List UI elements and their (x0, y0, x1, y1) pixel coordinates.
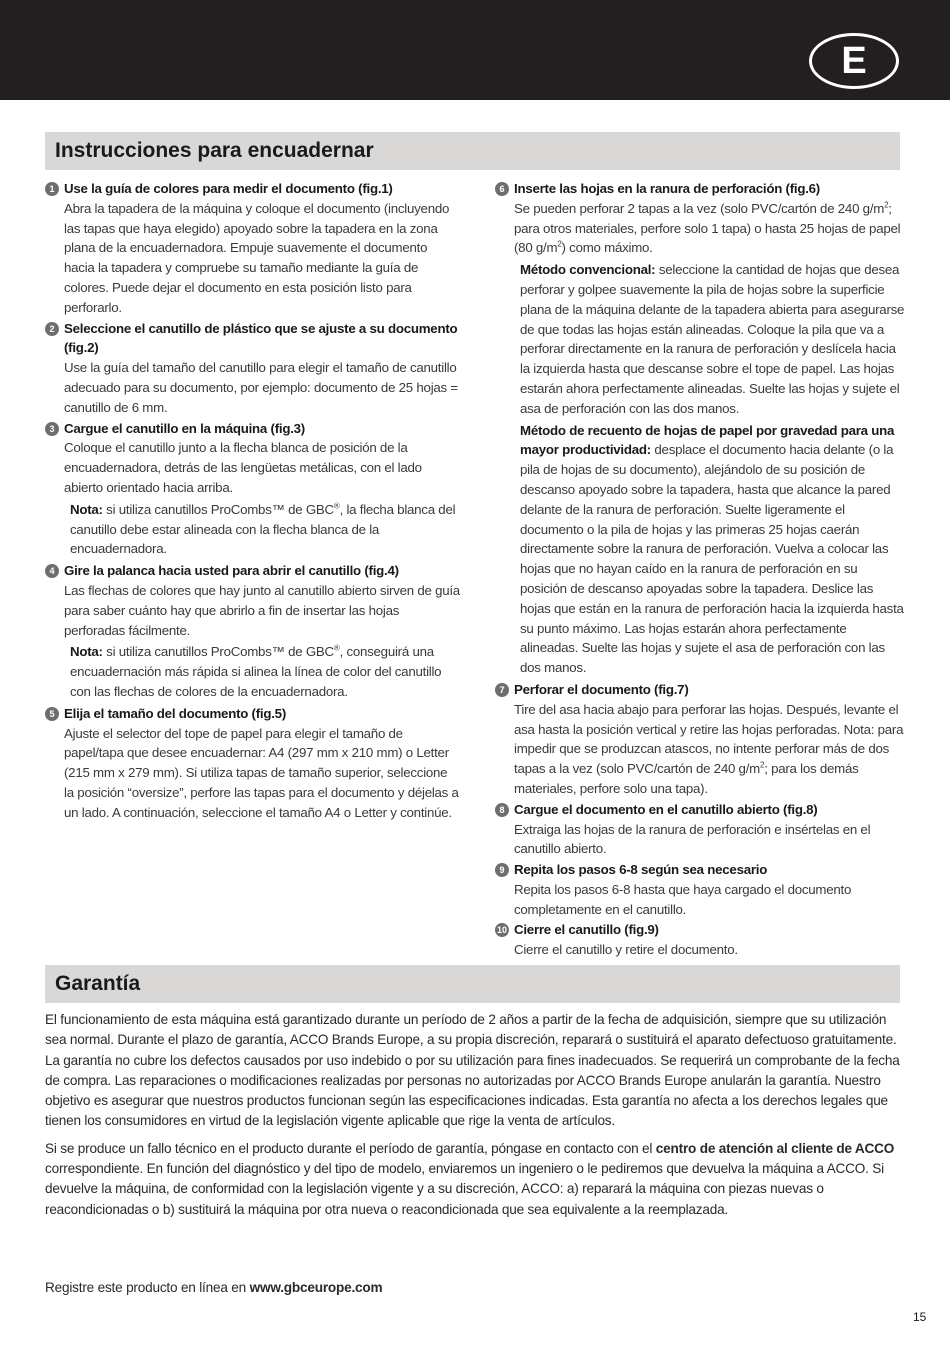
section-title-warranty: Garantía (45, 965, 900, 1003)
step-title: Cierre el canutillo (fig.9) (514, 922, 659, 938)
step-title: Gire la palanca hacia usted para abrir el canutillo (fig.4) (64, 563, 399, 579)
method-text: seleccione la cantidad de hojas que desea perforar y golpee suavemente la pila de hojas sobre la superficie plana de la máquina delante de la tapadera abierta para asegurarse de que todas las hojas están alineadas. Coloque la pila que va a perforar directamente en la ranura de perforación y deslícela hacia la izquierda hasta que descanse sobre el tope de papel. Las hojas estarán ahora perfectamente alineadas. Suelte las hojas y sujete el asa de perforación con las dos manos. (520, 262, 905, 416)
top-banner (0, 0, 950, 100)
step-title: Seleccione el canutillo de plástico que se ajuste a su documento (fig.2) (64, 320, 458, 356)
method-conventional (520, 260, 905, 418)
warranty-text (45, 1010, 905, 1227)
note-label: Nota: (70, 644, 103, 660)
language-badge: E (809, 33, 899, 89)
step-title: Use la guía de colores para medir el documento (fig.1) (64, 181, 393, 196)
step-8 (495, 800, 905, 859)
customer-service-emphasis: centro de atención al cliente de ACCO (655, 1140, 895, 1156)
step-number-badge: 8 (495, 803, 509, 817)
step-2 (45, 319, 460, 418)
body-text: ; para los demás materiales, perfore solo una tapa). (514, 761, 859, 796)
superscript: 2 (759, 760, 765, 770)
paragraph-text: correspondiente. En función del diagnóstico y del tipo de modelo, enviaremos un ingeniero o le pediremos que devuelva la máquina a ACCO. Si devuelve la máquina, de conformidad con la legislación vigente y a su discreción, ACCO: a) reparará la máquina con piezas nuevas o reacondicionadas o b) sustituirá la máquina por otra nueva o reacondicionada que sea equivalente a la reemplazada. (45, 1161, 884, 1217)
step-5 (45, 704, 460, 823)
step-number-badge: 4 (45, 564, 59, 578)
step-body: Cierre el canutillo y retire el documento. (514, 942, 738, 958)
registered-mark: ® (333, 501, 340, 511)
step-3 (45, 419, 460, 560)
note-label: Nota: (70, 501, 103, 517)
step-title: Perforar el documento (fig.7) (514, 681, 689, 697)
section-title-binding-instructions: Instrucciones para encuadernar (45, 132, 900, 170)
step-body: Coloque el canutillo junto a la flecha blanca de posición de la encuadernadora, detrás de las lengüetas metálicas, con el lado abierto orientado hacia arriba. (64, 440, 422, 495)
step-body: Ajuste el selector del tope de papel para elegir el tamaño de papel/tapa que desee encuadernar: A4 (297 mm x 210 mm) o Letter (215 mm x 279 mm). Si utiliza tapas de tamaño superior, seleccione la posición “oversize”, perfore las tapas para el documento y déjelas a un lado. A continuación, seleccione el tamaño A4 o Letter y continúe. (64, 725, 459, 820)
warranty-paragraph-1: El funcionamiento de esta máquina está garantizado durante un período de 2 años a partir de la fecha de adquisición, siempre que su utilización sea normal. Durante el plazo de garantía, ACCO Brands Europe, a su propia discreción, reparará o sustituirá el aparato defectuoso gratuitamente. La garantía no cubre los defectos causados por uso indebido o por su utilización para fines inadecuados. Se requerirá un comprobante de la fecha de compra. Las reparaciones o modificaciones realizadas por personas no autorizadas por ACCO Brands Europe anularán la garantía. Nuestro objetivo es asegurar que nuestros productos funcionan según las especificaciones indicadas. Esta garantía no afecta a los derechos legales que tienen los consumidores en virtud de la legislación vigente aplicable que rige la venta de artículos. (45, 1012, 900, 1129)
body-text: ) como máximo. (561, 240, 653, 256)
step-body (514, 700, 905, 799)
method-gravity (520, 421, 905, 678)
step-7 (495, 680, 905, 799)
registered-mark: ® (333, 643, 340, 653)
page-number: 15 (913, 1310, 927, 1324)
step-title: Cargue el canutillo en la máquina (fig.3) (64, 420, 305, 436)
step-body (514, 199, 905, 258)
step-title: Cargue el documento en el canutillo abierto (fig.8) (514, 801, 818, 817)
step-body: Repita los pasos 6-8 hasta que haya cargado el documento completamente en el canutillo. (514, 881, 852, 917)
body-text: Se pueden perforar 2 tapas a la vez (solo PVC/cartón de 240 g/m (514, 200, 885, 216)
step-number-badge: 2 (45, 322, 59, 336)
register-line (45, 1278, 382, 1298)
instructions-right-column (495, 179, 905, 961)
method-label: Método de recuento de hojas de papel por gravedad para una mayor productividad: (520, 422, 895, 458)
body-text: Tire del asa hacia abajo para perforar las hojas. Después, levante el asa hasta la posición vertical y retire las hojas perforadas. Nota: para impedir que se produzcan atascos, no intente perforar más de dos tapas a la vez (solo PVC/cartón de 240 g/m (514, 701, 904, 777)
method-text: desplace el documento hacia delante (o la pila de hojas de su documento), alejándolo de su posición de descanso apoyado sobre la tapadera, hasta que alcance la pared delante de la ranura de perforación. Suelte ligeramente el documento o la pila de hojas y las primeras 25 hojas caerán directamente sobre la ranura de perforación. Vuelva a colocar las hojas que no hayan caído en la ranura de perforación en su posición de descanso apoyadas sobre la tapadera. Deslice las hojas que están en la ranura de perforación hacia la izquierda hasta su punto máximo. Las hojas estarán ahora perfectamente alineadas. Suelte las hojas y sujete el asa de perforación con las dos manos. (520, 442, 904, 676)
superscript: 2 (884, 200, 889, 210)
step-number-badge: 10 (496, 925, 507, 936)
method-label: Método convencional: (520, 262, 656, 278)
step-number-badge: 1 (45, 182, 59, 196)
register-url-link[interactable]: www.gbceurope.com (249, 1280, 383, 1295)
step-body: Extraiga las hojas de la ranura de perforación e insértelas en el canutillo abierto. (514, 821, 871, 857)
step-title: Elija el tamaño del documento (fig.5) (64, 705, 286, 721)
step-title: Repita los pasos 6-8 según sea necesario (514, 862, 768, 878)
step-title: Inserte las hojas en la ranura de perforación (fig.6) (514, 181, 820, 196)
note-text: si utiliza canutillos ProCombs™ de GBC (102, 644, 334, 660)
step-10 (495, 920, 905, 960)
step-number-badge: 7 (495, 683, 509, 697)
step-body: Las flechas de colores que hay junto al canutillo abierto sirven de guía para saber cuánto hay que abrirlo a fin de insertar las hojas perforadas fácilmente. (64, 582, 460, 638)
note-text: , conseguirá una encuadernación más rápida si alinea la línea de color del canutillo con las flechas de colores de la encuadernadora. (70, 644, 442, 699)
step-body: Abra la tapadera de la máquina y coloque el documento (incluyendo las tapas que haya elegido) apoyado sobre la tapadera en la zona plana de la encuadernadora. Empuje suavemente el documento hacia la tapadera y compruebe su tamaño mediante la guía de colores. Puede dejar el documento en esta posición listo para perforarlo. (64, 200, 450, 315)
instructions-left-column (45, 179, 460, 824)
body-text: ; para otros materiales, perfore solo 1 tapa) o hasta 25 hojas de papel (80 g/m (514, 200, 901, 256)
step-number-badge: 5 (45, 707, 59, 721)
superscript: 2 (557, 239, 562, 249)
step-9 (495, 860, 905, 919)
step-number-badge: 9 (495, 863, 509, 877)
step-note (70, 500, 460, 559)
step-number-badge: 6 (495, 182, 509, 196)
step-number-badge: 3 (45, 422, 59, 436)
step-4 (45, 561, 460, 702)
register-text: Registre este producto en línea en (45, 1280, 250, 1295)
note-text: si utiliza canutillos ProCombs™ de GBC (102, 501, 334, 517)
step-body: Use la guía del tamaño del canutillo para elegir el tamaño de canutillo adecuado para su documento, por ejemplo: documento de 25 hojas = canutillo de 6 mm. (64, 360, 458, 415)
step-note (70, 642, 460, 701)
note-text: , la flecha blanca del canutillo debe estar alineada con la flecha blanca de la encuadernadora. (70, 501, 456, 557)
paragraph-text: Si se produce un fallo técnico en el producto durante el período de garantía, póngase en contacto con el (45, 1140, 656, 1156)
warranty-paragraph-2 (45, 1139, 905, 1220)
step-1 (45, 179, 460, 318)
step-6 (495, 179, 905, 678)
